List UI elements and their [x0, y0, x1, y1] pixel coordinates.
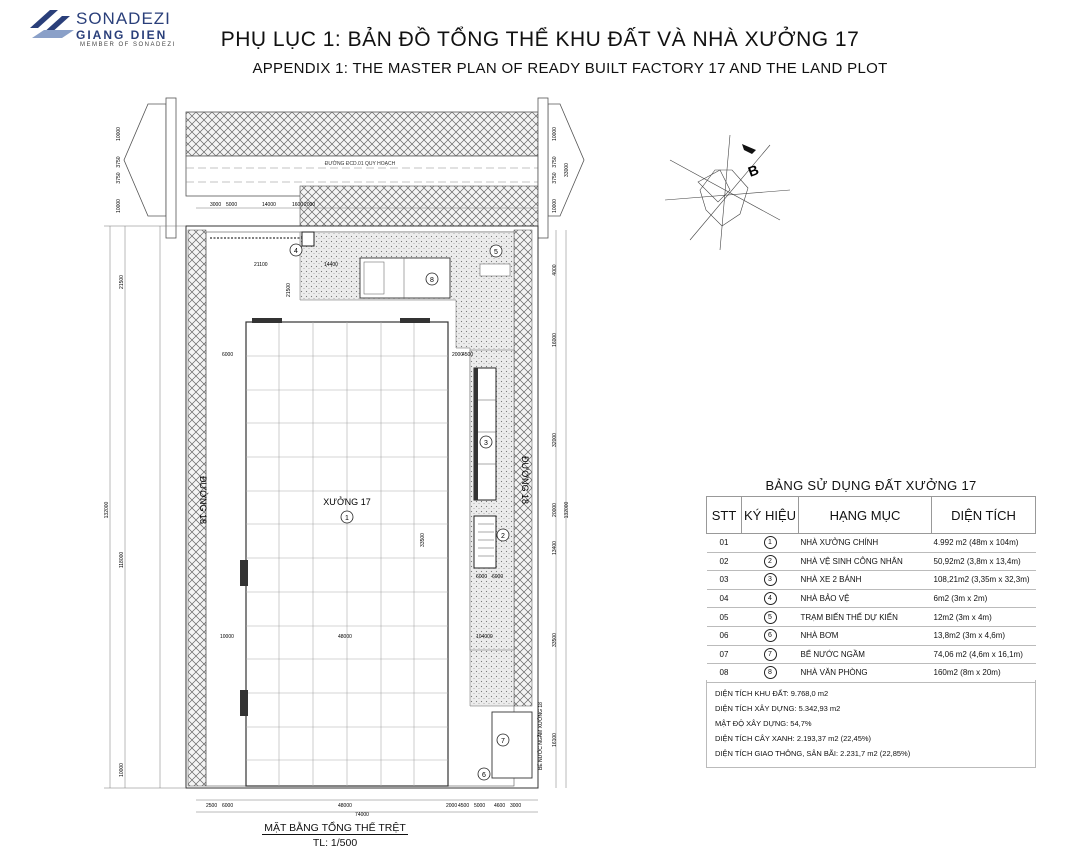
svg-text:5000: 5000: [226, 202, 238, 208]
svg-text:2000: 2000: [452, 352, 464, 358]
table-row: [707, 626, 1036, 645]
col-stt: STT: [707, 497, 742, 534]
cell-stt: 01: [707, 534, 742, 553]
symbol-circle: 4: [764, 592, 777, 605]
cell-stt: 07: [707, 645, 742, 664]
summary-land-area: DIỆN TÍCH KHU ĐẤT: 9.768,0 m2: [715, 689, 829, 698]
table-row: [707, 589, 1036, 608]
cell-symbol: [742, 534, 799, 553]
summary-green-area: DIỆN TÍCH CÂY XANH: 2.193,37 m2 (22,45%): [715, 734, 872, 743]
cell-area: 13,8m2 (3m x 4,6m): [932, 626, 1036, 645]
logo-sub: GIANG DIEN: [76, 28, 168, 42]
label-6: 6: [482, 772, 486, 779]
table-summary: [706, 680, 1036, 768]
cell-area: 160m2 (8m x 20m): [932, 664, 1036, 683]
svg-text:104000: 104000: [476, 634, 493, 640]
road-left-label: ĐƯỜNG 18: [198, 476, 208, 524]
svg-text:10000: 10000: [552, 127, 558, 141]
svg-text:33500: 33500: [420, 533, 426, 547]
svg-text:14400: 14400: [324, 262, 338, 268]
plan-caption-text: MẶT BẰNG TỔNG THỂ TRỆT: [264, 822, 406, 834]
svg-text:6000: 6000: [476, 574, 488, 580]
symbol-circle: 3: [764, 573, 777, 586]
svg-text:3000: 3000: [510, 803, 522, 809]
col-area: DIỆN TÍCH: [932, 497, 1036, 534]
tank-label: BỂ NƯỚC NGẦM XƯỞNG 18: [538, 702, 544, 770]
svg-text:10000: 10000: [220, 634, 234, 640]
svg-text:1600: 1600: [292, 202, 304, 208]
table-row: [707, 645, 1036, 664]
svg-text:32000: 32000: [552, 433, 558, 447]
cell-stt: 06: [707, 626, 742, 645]
svg-text:10000: 10000: [116, 127, 122, 141]
svg-text:33500: 33500: [552, 633, 558, 647]
cell-symbol: [742, 571, 799, 590]
cell-item: NHÀ VĂN PHÒNG: [799, 664, 932, 683]
page-subtitle: APPENDIX 1: THE MASTER PLAN OF READY BUILT FACTORY 17 AND THE LAND PLOT: [252, 60, 888, 77]
cell-stt: 04: [707, 589, 742, 608]
svg-text:3000: 3000: [210, 202, 222, 208]
page-title: PHỤ LỤC 1: BẢN ĐỒ TỔNG THỂ KHU ĐẤT VÀ NHÀ XƯỞNG 17: [220, 28, 860, 51]
symbol-circle: 2: [764, 555, 777, 568]
svg-text:3750: 3750: [552, 156, 558, 168]
cell-symbol: [742, 626, 799, 645]
cell-area: 108,21m2 (3,35m x 32,3m): [932, 571, 1036, 590]
cell-area: 12m2 (3m x 4m): [932, 608, 1036, 627]
cell-item: NHÀ BẢO VỆ: [799, 589, 932, 608]
svg-text:6000: 6000: [222, 352, 234, 358]
svg-text:2000: 2000: [446, 803, 458, 809]
water-tank: [492, 712, 532, 778]
logo-name: SONADEZI: [76, 9, 171, 28]
svg-text:4500: 4500: [458, 803, 470, 809]
table-title: BẢNG SỬ DỤNG ĐẤT XƯỞNG 17: [765, 478, 977, 493]
summary-traffic-area: DIỆN TÍCH GIAO THÔNG, SÂN BÃI: 2.231,7 m2 (22,85%): [715, 749, 911, 758]
symbol-circle: 5: [764, 611, 777, 624]
svg-text:3750: 3750: [116, 156, 122, 168]
svg-text:3750: 3750: [552, 172, 558, 184]
cell-symbol: [742, 645, 799, 664]
label-1: 1: [345, 515, 349, 522]
label-5: 5: [494, 249, 498, 256]
svg-text:48000: 48000: [338, 803, 352, 809]
symbol-circle: 1: [764, 536, 777, 549]
road-right-label: ĐƯỜNG 18: [520, 456, 530, 504]
cell-symbol: [742, 589, 799, 608]
cell-stt: 08: [707, 664, 742, 683]
table-header-row: [707, 497, 1036, 534]
svg-text:132000: 132000: [564, 501, 570, 519]
svg-text:6000: 6000: [492, 574, 504, 580]
cell-area: 4.992 m2 (48m x 104m): [932, 534, 1036, 553]
cell-area: 50,92m2 (3,8m x 13,4m): [932, 552, 1036, 571]
cell-stt: 05: [707, 608, 742, 627]
cell-stt: 03: [707, 571, 742, 590]
symbol-circle: 7: [764, 648, 777, 661]
svg-text:13400: 13400: [552, 541, 558, 555]
svg-text:4500: 4500: [462, 352, 474, 358]
svg-text:16100: 16100: [552, 733, 558, 747]
label-3: 3: [484, 440, 488, 447]
svg-text:16000: 16000: [552, 333, 558, 347]
col-item: HẠNG MỤC: [799, 497, 932, 534]
svg-text:2500: 2500: [206, 803, 218, 809]
logo-tag: MEMBER OF SONADEZI: [80, 42, 176, 48]
table-row: [707, 552, 1036, 571]
svg-text:6000: 6000: [222, 803, 234, 809]
svg-text:21500: 21500: [286, 283, 292, 297]
table-row: [707, 571, 1036, 590]
plan-caption: [250, 822, 420, 834]
svg-text:74000: 74000: [355, 812, 369, 818]
cell-symbol: [742, 552, 799, 571]
label-8: 8: [430, 277, 434, 284]
cell-item: NHÀ VỆ SINH CÔNG NHÂN: [799, 552, 932, 571]
summary-building-area: DIỆN TÍCH XÂY DỰNG: 5.342,93 m2: [715, 704, 841, 713]
svg-text:4600: 4600: [494, 803, 506, 809]
symbol-circle: 6: [764, 629, 777, 642]
svg-text:48000: 48000: [338, 634, 352, 640]
cell-stt: 02: [707, 552, 742, 571]
cell-item: BỂ NƯỚC NGẦM: [799, 645, 932, 664]
svg-text:132000: 132000: [104, 501, 110, 519]
cell-item: TRẠM BIẾN THẾ DỰ KIẾN: [799, 608, 932, 627]
table-row: [707, 534, 1036, 553]
cell-area: 6m2 (3m x 2m): [932, 589, 1036, 608]
cell-item: NHÀ BƠM: [799, 626, 932, 645]
svg-text:10000: 10000: [116, 199, 122, 213]
plan-scale: TL: 1/500: [312, 837, 358, 849]
svg-text:21500: 21500: [119, 275, 125, 289]
label-4: 4: [294, 248, 298, 255]
svg-text:10000: 10000: [119, 763, 125, 777]
col-symbol: KÝ HIỆU: [742, 497, 799, 534]
cell-item: NHÀ XƯỞNG CHÍNH: [799, 534, 932, 553]
svg-text:3750: 3750: [116, 172, 122, 184]
table-row: [707, 608, 1036, 627]
cell-area: 74,06 m2 (4,6m x 16,1m): [932, 645, 1036, 664]
svg-text:21100: 21100: [254, 262, 268, 268]
symbol-circle: 8: [764, 666, 777, 679]
compass-rose: [660, 130, 800, 260]
compass-letter: B: [745, 161, 761, 180]
svg-text:2000: 2000: [304, 202, 316, 208]
road-label: ĐƯỜNG ĐCD.01 QUY HOẠCH: [324, 161, 396, 167]
svg-text:118000: 118000: [119, 551, 125, 569]
label-2: 2: [501, 533, 505, 540]
label-7: 7: [501, 738, 505, 745]
svg-text:33000: 33000: [564, 163, 570, 177]
summary-density: MẬT ĐỘ XÂY DỰNG: 54,7%: [715, 719, 812, 728]
svg-text:14000: 14000: [262, 202, 276, 208]
road-hatch-top: [186, 112, 538, 156]
land-use-table: [706, 496, 1036, 683]
svg-text:5000: 5000: [474, 803, 486, 809]
cell-item: NHÀ XE 2 BÁNH: [799, 571, 932, 590]
cell-symbol: [742, 608, 799, 627]
svg-text:20000: 20000: [552, 503, 558, 517]
factory-label: XƯỞNG 17: [323, 497, 371, 507]
svg-text:10000: 10000: [552, 199, 558, 213]
svg-text:4000: 4000: [552, 264, 558, 276]
